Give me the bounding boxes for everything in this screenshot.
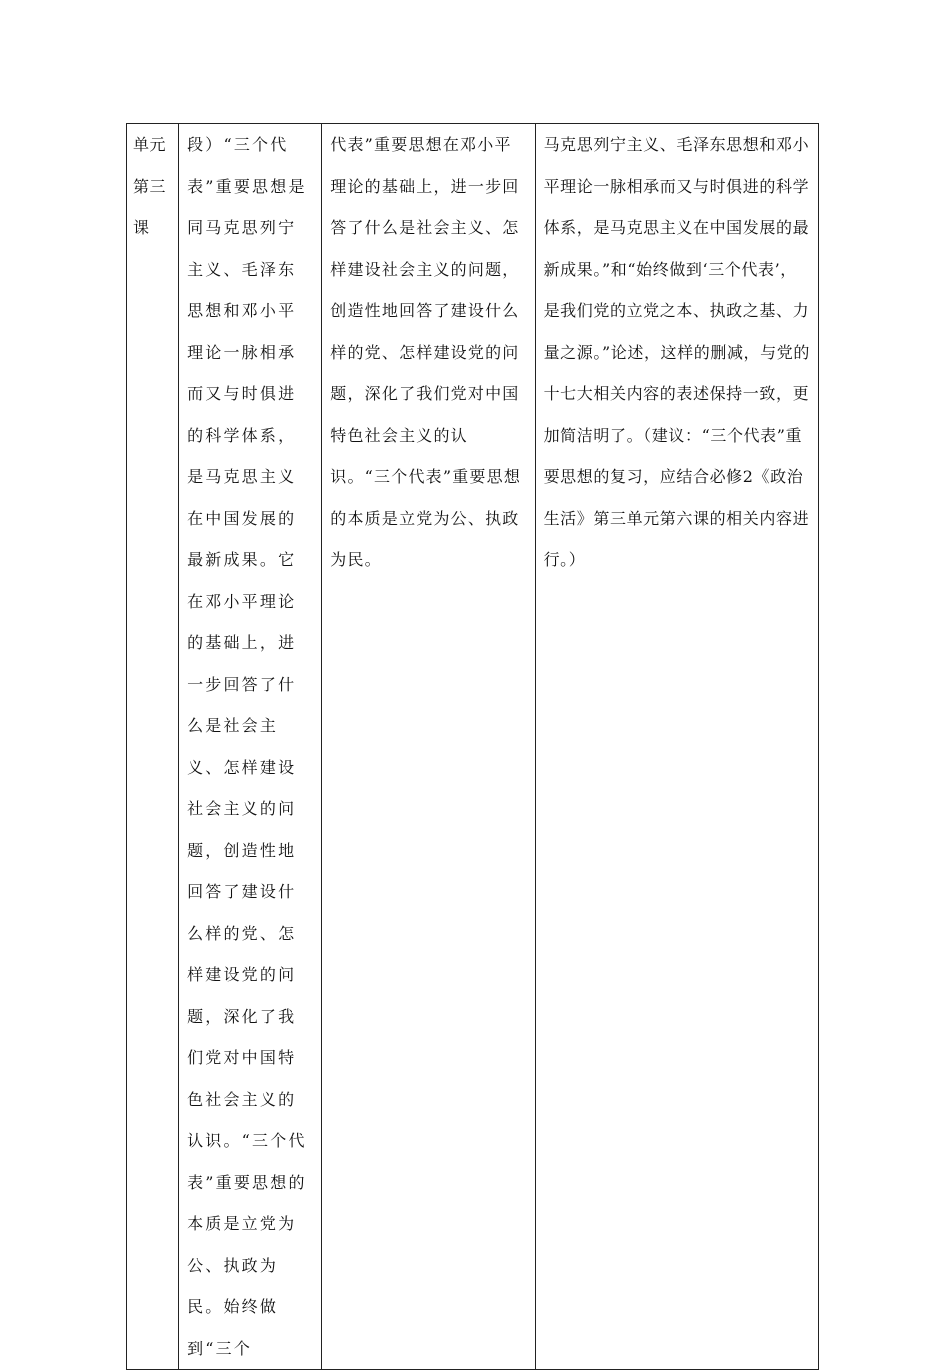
original-text: 段）“三个代表”重要思想是同马克思列宁主义、毛泽东思想和邓小平理论一脉相承而又与时俱进的科学体系，是马克思主义在中国发展的最新成果。它在邓小平理论的基础上，进一步回答了什么是社会主义、怎样建设社会主义的问题，创造性地回答了建设什么样的党、怎样建设党的问题，深化了我们党对中国特色社会主义的认识。“三个代表”重要思想的本质是立党为公、执政为民。始终做到“三个 bbox=[187, 135, 307, 1358]
explanation-text: 马克思列宁主义、毛泽东思想和邓小平理论一脉相承而又与时俱进的科学体系，是马克思主义在中国发展的最新成果。”和“始终做到‘三个代表’，是我们党的立党之本、执政之基、力量之源。”论述，这样的删减，与党的十七大相关内容的表述保持一致，更加简洁明了。（建议：“三个代表”重要思想的复习，应结合必修2《政治生活》第三单元第六课的相关内容进行。） bbox=[543, 135, 810, 569]
explanation-cell bbox=[535, 124, 818, 1370]
revised-text-cell bbox=[322, 124, 535, 1370]
unit-lesson-text: 单元 第三 课 bbox=[133, 135, 167, 237]
content-table bbox=[126, 123, 819, 1370]
table-row bbox=[127, 124, 819, 1370]
unit-lesson-cell bbox=[127, 124, 179, 1370]
revised-text: 代表”重要思想在邓小平理论的基础上，进一步回答了什么是社会主义、怎样建设社会主义的问题，创造性地回答了建设什么样的党、怎样建设党的问题，深化了我们党对中国特色社会主义的认识。“三个代表”重要思想的本质是立党为公、执政为民。 bbox=[330, 135, 522, 569]
original-text-cell bbox=[179, 124, 322, 1370]
